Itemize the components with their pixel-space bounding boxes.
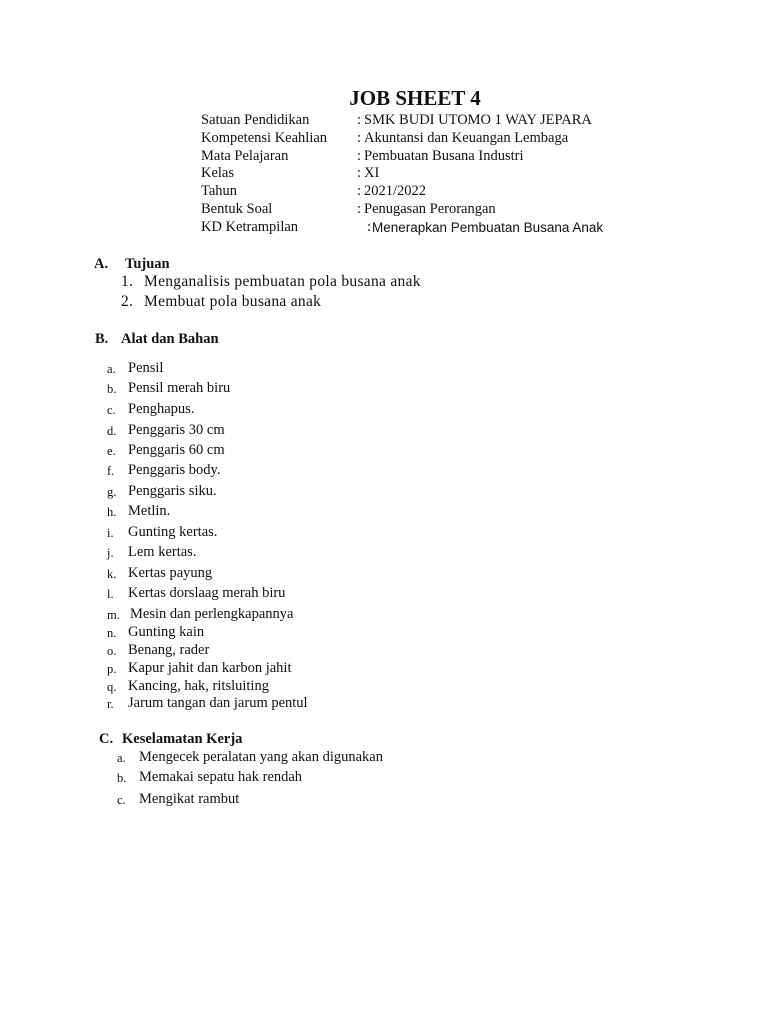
list-marker: 2. [121,293,134,310]
list-marker: r. [107,697,114,711]
info-value: SMK BUDI UTOMO 1 WAY JEPARA [364,112,592,128]
info-label: Satuan Pendidikan [201,112,310,128]
section-marker: B. [95,331,109,347]
list-marker: k. [107,567,117,581]
list-marker: e. [107,444,116,458]
section-title: Keselamatan Kerja [122,731,243,747]
list-marker: p. [107,662,117,676]
list-text: Penghapus. [128,401,195,417]
list-marker: o. [107,644,117,658]
list-text: Mesin dan perlengkapannya [130,606,294,622]
info-label: Kompetensi Keahlian [201,130,328,146]
list-marker: a. [107,362,116,376]
list-text: Mengikat rambut [139,791,240,807]
list-marker: n. [107,626,117,640]
list-marker: g. [107,485,117,499]
list-text: Pensil [128,360,164,376]
info-label: Bentuk Soal [201,201,273,217]
list-text: Gunting kertas. [128,524,218,540]
info-value: Menerapkan Pembuatan Busana Anak [372,220,604,235]
list-text: Penggaris 60 cm [128,442,225,458]
list-text: Lem kertas. [128,544,197,560]
section-title: Alat dan Bahan [121,331,219,347]
section-b-heading [95,331,219,348]
info-value: XI [364,165,380,181]
info-value: Penugasan Perorangan [364,201,496,217]
list-text: Benang, rader [128,642,210,658]
info-separator: : [357,130,362,146]
section-title: Tujuan [125,256,170,272]
list-text: Penggaris body. [128,462,221,478]
info-separator: : [357,148,362,164]
list-text: Metlin. [128,503,171,519]
list-marker: j. [107,546,114,560]
section-marker: A. [94,256,109,272]
list-marker: c. [117,793,126,807]
info-separator: : [357,112,362,128]
list-text: Kapur jahit dan karbon jahit [128,660,292,676]
list-text: Kertas payung [128,565,213,581]
list-marker: l. [107,587,114,601]
info-separator: : [357,165,362,181]
info-value: Pembuatan Busana Industri [364,148,524,164]
list-text: Membuat pola busana anak [144,293,322,310]
list-text: Memakai sepatu hak rendah [139,769,303,785]
section-c-heading [99,731,242,748]
list-marker: b. [107,382,117,396]
list-marker: d. [107,424,117,438]
info-value: 2021/2022 [364,183,427,199]
list-text: Mengecek peralatan yang akan digunakan [139,749,383,765]
list-marker: c. [107,403,116,417]
list-text: Penggaris 30 cm [128,422,225,438]
list-text: Pensil merah biru [128,380,231,396]
list-marker: b. [117,771,127,785]
list-marker: f. [107,464,115,478]
page-title: JOB SHEET 4 [349,86,481,110]
info-separator: : [357,201,362,217]
list-marker: q. [107,680,117,694]
info-value: Akuntansi dan Keuangan Lembaga [364,130,569,146]
list-marker: 1. [121,273,134,290]
list-text: Menganalisis pembuatan pola busana anak [144,273,421,290]
info-label: Mata Pelajaran [201,148,289,164]
list-marker: a. [117,751,126,765]
list-marker: m. [107,608,120,622]
list-marker: h. [107,505,117,519]
list-text: Gunting kain [128,624,205,640]
info-label: KD Ketrampilan [201,219,299,235]
section-a-heading [94,256,170,273]
list-text: Kertas dorslaag merah biru [128,585,286,601]
section-marker: C. [99,731,114,747]
list-text: Penggaris siku. [128,483,217,499]
info-separator: : [357,183,362,199]
info-separator: : [367,219,372,235]
list-text: Jarum tangan dan jarum pentul [128,695,308,711]
list-text: Kancing, hak, ritsluiting [128,678,269,694]
info-label: Kelas [201,165,235,181]
info-label: Tahun [201,183,238,199]
list-marker: i. [107,526,114,540]
